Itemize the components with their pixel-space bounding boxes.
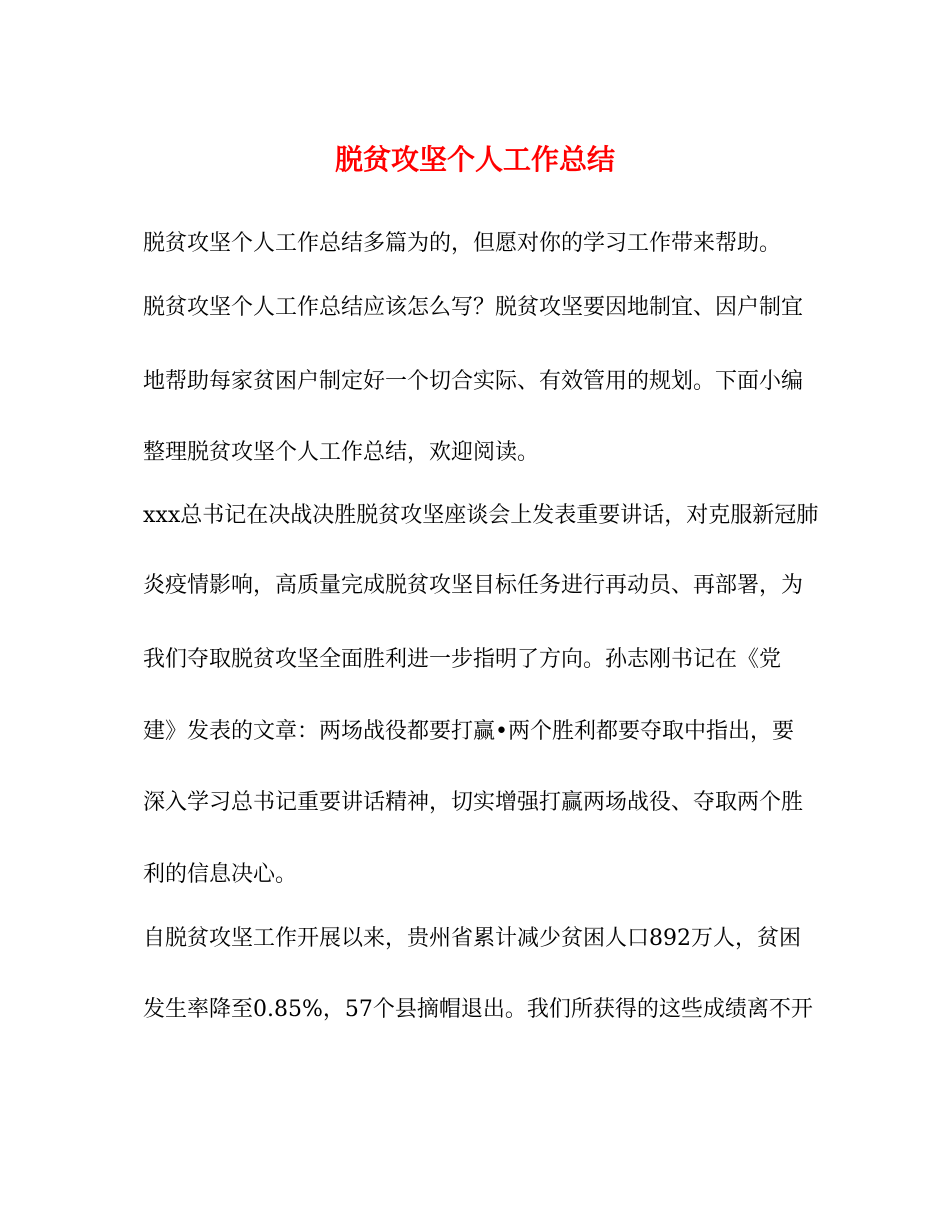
text-line: 利的信息决心。 (143, 862, 298, 887)
page-title: 脱贫攻坚个人工作总结 (334, 143, 615, 176)
text-line: 发生率降至0.85%，57个县摘帽退出。我们所获得的这些成绩离不开 (143, 997, 813, 1022)
text-line: 脱贫攻坚个人工作总结多篇为的，但愿对你的学习工作带来帮助。 (143, 231, 782, 256)
text-line: 建》发表的文章：两场战役都要打赢•两个胜利都要夺取中指出，要 (143, 719, 794, 744)
text-line: 地帮助每家贫困户制定好一个切合实际、有效管用的规划。下面小编 (143, 369, 804, 394)
text-line: 整理脱贫攻坚个人工作总结，欢迎阅读。 (143, 440, 540, 465)
text-line: 脱贫攻坚个人工作总结应该怎么写？脱贫攻坚要因地制宜、因户制宜 (143, 295, 804, 320)
text-line: 炎疫情影响，高质量完成脱贫攻坚目标任务进行再动员、再部署，为 (143, 573, 804, 598)
text-line: xxx总书记在决战决胜脱贫攻坚座谈会上发表重要讲话，对克服新冠肺 (143, 503, 819, 528)
text-line: 我们夺取脱贫攻坚全面胜利进一步指明了方向。孙志刚书记在《党 (143, 647, 782, 672)
text-line: 自脱贫攻坚工作开展以来，贵州省累计减少贫困人口892万人，贫困 (143, 926, 801, 951)
text-line: 深入学习总书记重要讲话精神，切实增强打赢两场战役、夺取两个胜 (143, 790, 804, 815)
